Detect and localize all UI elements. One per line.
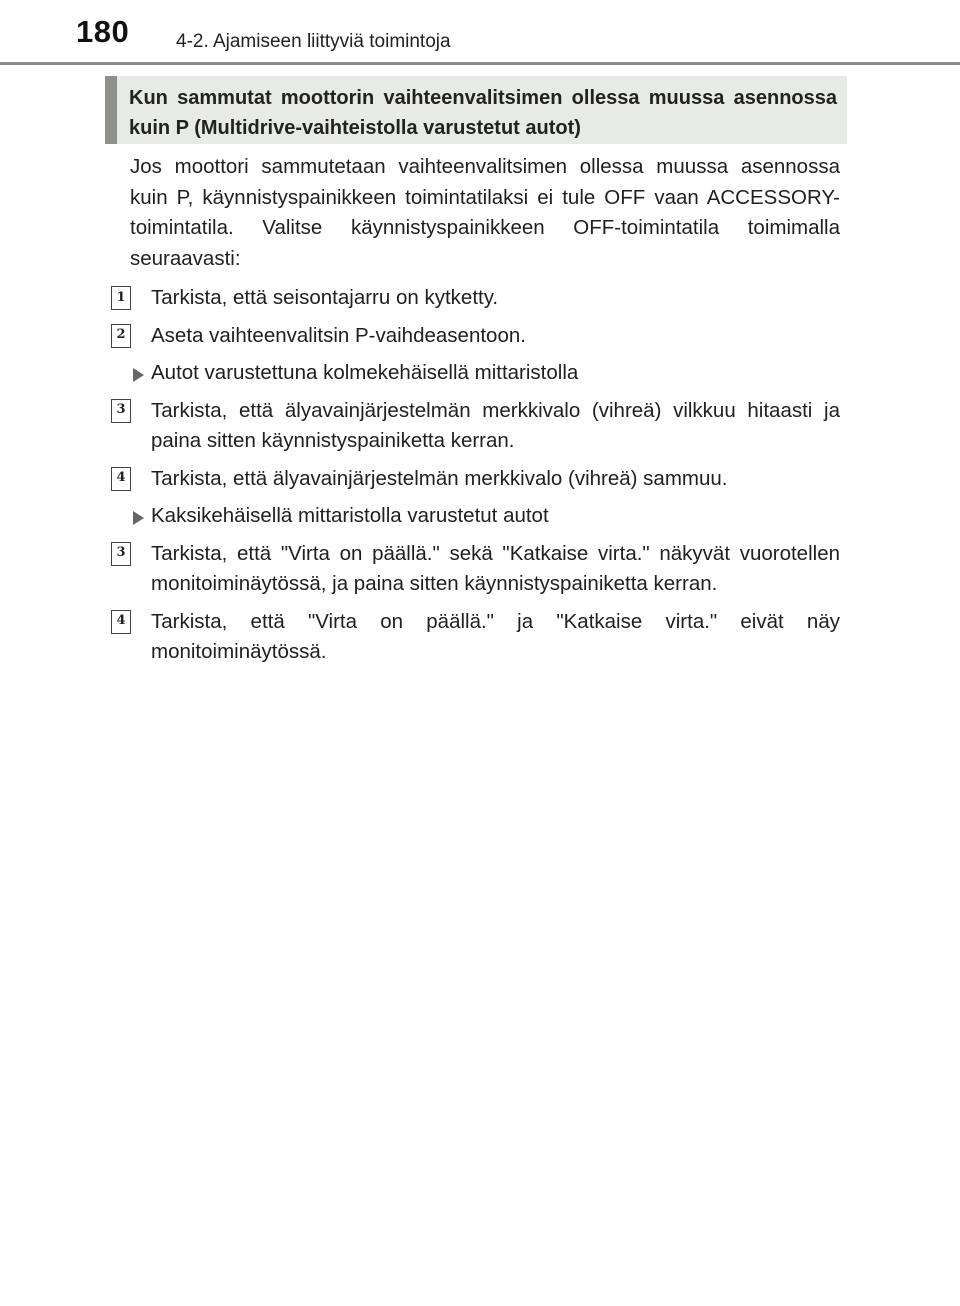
step-number-badge: 3 (111, 399, 131, 423)
step-number-badge: 3 (111, 542, 131, 566)
step-text: Tarkista, että "Virta on päällä." ja "Katkaise virta." eivät näy monitoiminäytössä. (151, 609, 840, 663)
triangle-bullet-icon (133, 511, 144, 525)
chapter-title: 4-2. Ajamiseen liittyviä toimintoja (176, 31, 451, 52)
variant-heading (130, 501, 840, 532)
step-number-badge: 1 (111, 286, 131, 310)
step-text: Tarkista, että seisontajarru on kytketty. (151, 286, 499, 309)
step-text: Tarkista, että älyavainjärjestelmän merkkivalo (vihreä) sammuu. (151, 466, 728, 490)
page-content (116, 152, 840, 668)
section-heading-box (105, 76, 847, 144)
section-title: Kun sammutat moottorin vaihteenvalitsimen ollessa muussa asennossa kuin P (Multidrive-vaihteistolla varustetut autot) (129, 87, 837, 139)
step-number-badge: 4 (111, 467, 131, 491)
step-number-badge: 4 (111, 610, 131, 634)
step-number-badge: 2 (111, 324, 131, 348)
step-text: Tarkista, että "Virta on päällä." sekä "Katkaise virta." näkyvät vuorotellen monitoiminäytössä, ja paina sitten käynnistyspainiketta kerran. (151, 541, 840, 595)
step-item (116, 321, 840, 352)
variant-heading (130, 358, 840, 389)
step-item (116, 283, 840, 314)
header-rule (0, 62, 960, 65)
triangle-bullet-icon (133, 368, 144, 382)
step-item (116, 396, 840, 457)
variant-label: Autot varustettuna kolmekehäisellä mittaristolla (151, 361, 579, 384)
page-number: 180 (76, 14, 130, 49)
page-header (0, 0, 960, 64)
variant-label: Kaksikehäisellä mittaristolla varustetut autot (151, 504, 549, 527)
step-text: Tarkista, että älyavainjärjestelmän merkkivalo (vihreä) vilkkuu hitaasti ja paina sitten käynnistyspainiketta kerran. (151, 398, 840, 452)
step-text: Aseta vaihteenvalitsin P-vaihdeasentoon. (151, 323, 526, 347)
step-item (116, 607, 840, 668)
step-item (116, 464, 840, 495)
intro-paragraph: Jos moottori sammutetaan vaihteenvalitsimen ollessa muussa asennossa kuin P, käynnistyspainikkeen toimintatilaksi ei tule OFF vaan ACCESSORY-toimintatila. Valitse käynnistyspainikkeen OFF-toimintatila toimimalla seuraavasti: (130, 155, 840, 270)
step-item (116, 539, 840, 600)
